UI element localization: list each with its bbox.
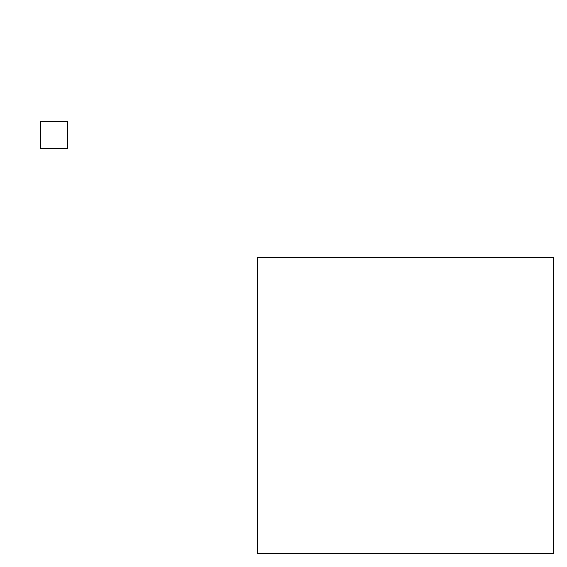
puzzle-grid[interactable] (257, 257, 554, 554)
column-clues (257, 0, 554, 230)
spare-letter-tile[interactable] (40, 121, 68, 149)
row-clues (0, 257, 257, 554)
